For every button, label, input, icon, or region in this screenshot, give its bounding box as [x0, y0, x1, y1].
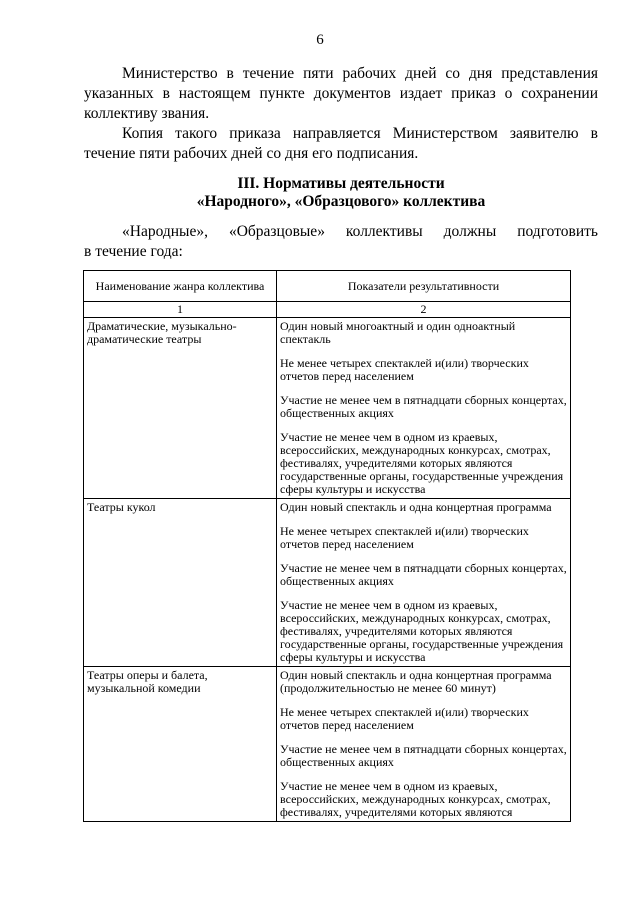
indicator-item: Участие не менее чем в одном из краевых, всероссийских, международных конкурсах, смотрах, фестивалях, учредителями которых являются — [280, 779, 551, 819]
indicator-item: Один новый многоактный и один одноактный спектакль — [280, 319, 516, 346]
norms-table — [83, 270, 571, 822]
section-title-line1: III. Нормативы деятельности — [237, 175, 445, 192]
table-row — [84, 499, 571, 667]
indicator-item: Участие не менее чем в пятнадцати сборных концертах, общественных акциях — [280, 393, 567, 420]
header-genre: Наименование жанра коллектива — [84, 271, 277, 302]
indicator-item: Не менее четырех спектаклей и(или) творческих отчетов перед населением — [280, 524, 529, 551]
table-row — [84, 667, 571, 822]
indicator-item: Участие не менее чем в одном из краевых, всероссийских, международных конкурсах, смотрах, фестивалях, учредителями которых являются государственные органы, государственные учреждения сферы культуры и искусства — [280, 430, 564, 496]
table-header-row — [84, 271, 571, 302]
indicator-item: Не менее четырех спектаклей и(или) творческих отчетов перед населением — [280, 705, 529, 732]
genre-cell: Театры кукол — [84, 499, 277, 667]
indicator-item: Участие не менее чем в одном из краевых, всероссийских, международных конкурсах, смотрах, фестивалях, учредителями которых являются государственные органы, государственные учреждения сферы культуры и искусства — [280, 598, 564, 664]
header-indicators: Показатели результативности — [277, 271, 571, 302]
paragraph-order-copy: Копия такого приказа направляется Министерством заявителю в течение пяти рабочих дней со дня его подписания. — [84, 125, 598, 162]
genre-cell: Драматические, музыкально-драматические театры — [84, 318, 277, 499]
indicator-item: Участие не менее чем в пятнадцати сборных концертах, общественных акциях — [280, 561, 567, 588]
intro-text — [84, 222, 598, 262]
paragraph-order-issuance: Министерство в течение пяти рабочих дней со дня представления указанных в настоящем пункте документов издает приказ о сохранении коллективу звания. — [84, 65, 598, 122]
genre-cell: Театры оперы и балета, музыкальной комедии — [84, 667, 277, 822]
page-number: 6 — [316, 32, 324, 48]
section-title-line2: «Народного», «Образцового» коллектива — [196, 193, 486, 210]
indicator-item: Один новый спектакль и одна концертная программа (продолжительностью не менее 60 минут) — [280, 668, 552, 695]
section-title — [84, 175, 598, 211]
column-number-2: 2 — [277, 302, 571, 318]
indicator-item: Не менее четырех спектаклей и(или) творческих отчетов перед населением — [280, 356, 529, 383]
indicators-cell — [277, 499, 571, 667]
indicators-cell — [277, 667, 571, 822]
column-number-1: 1 — [84, 302, 277, 318]
indicator-item: Один новый спектакль и одна концертная программа — [280, 500, 552, 514]
table-number-row — [84, 302, 571, 318]
table-row — [84, 318, 571, 499]
indicators-cell — [277, 318, 571, 499]
indicator-item: Участие не менее чем в пятнадцати сборных концертах, общественных акциях — [280, 742, 567, 769]
intro-line1: «Народные», «Образцовые» коллективы должны подготовить — [122, 223, 598, 240]
intro-line2: в течение года: — [84, 243, 183, 260]
